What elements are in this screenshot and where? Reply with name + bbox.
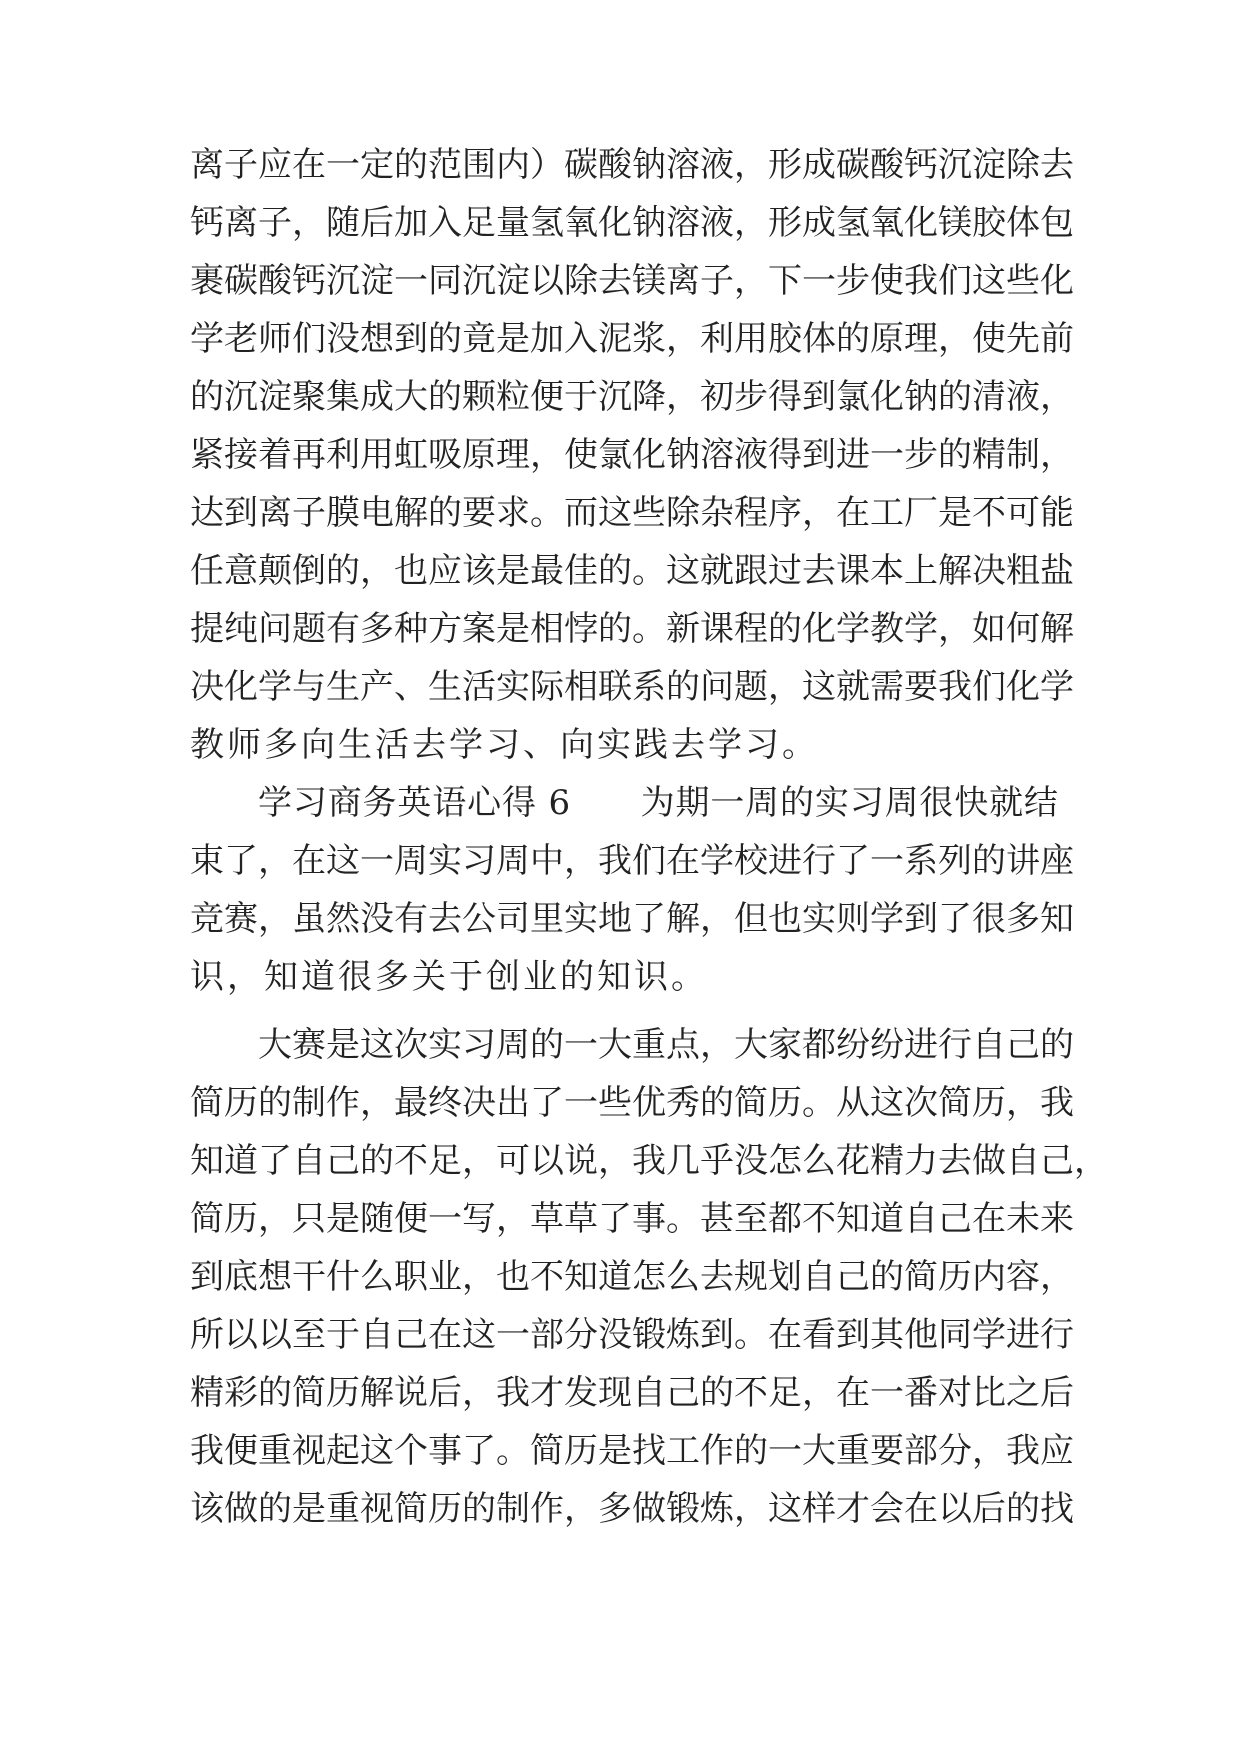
text-line: 的沉淀聚集成大的颗粒便于沉降，初步得到氯化钠的清液， <box>190 377 1074 417</box>
section-heading-line: 学习商务英语心得 6 为期一周的实习周很快就结 <box>258 783 1058 823</box>
text-line: 知道了自己的不足，可以说，我几乎没怎么花精力去做自己， <box>190 1141 1108 1181</box>
text-line: 达到离子膜电解的要求。而这些除杂程序，在工厂是不可能 <box>190 493 1074 533</box>
text-line: 学老师们没想到的竟是加入泥浆，利用胶体的原理，使先前 <box>190 319 1074 359</box>
text-line: 大赛是这次实习周的一大重点，大家都纷纷进行自己的 <box>258 1025 1074 1065</box>
text-line: 提纯问题有多种方案是相悖的。新课程的化学教学，如何解 <box>190 609 1074 649</box>
paragraph-3 <box>190 1016 1108 1538</box>
text-line: 到底想干什么职业，也不知道怎么去规划自己的简历内容， <box>190 1257 1074 1297</box>
text-line: 所以以至于自己在这一部分没锻炼到。在看到其他同学进行 <box>190 1315 1074 1355</box>
text-line: 裹碳酸钙沉淀一同沉淀以除去镁离子，下一步使我们这些化 <box>190 261 1074 301</box>
document-body <box>190 136 1108 1538</box>
text-line: 决化学与生产、生活实际相联系的问题，这就需要我们化学 <box>190 667 1074 707</box>
paragraph-2 <box>190 774 1074 1006</box>
paragraph-1 <box>190 136 1074 774</box>
text-line: 竞赛，虽然没有去公司里实地了解，但也实则学到了很多知 <box>190 899 1074 939</box>
text-line: 教师多向生活去学习、向实践去学习。 <box>190 725 819 765</box>
text-line: 束了，在这一周实习周中，我们在学校进行了一系列的讲座 <box>190 841 1074 881</box>
text-line: 紧接着再利用虹吸原理，使氯化钠溶液得到进一步的精制， <box>190 435 1074 475</box>
paragraph-gap <box>190 1006 1058 1016</box>
text-line: 该做的是重视简历的制作，多做锻炼，这样才会在以后的找 <box>190 1489 1074 1529</box>
text-line: 离子应在一定的范围内）碳酸钠溶液，形成碳酸钙沉淀除去 <box>190 145 1074 185</box>
text-line: 识，知道很多关于创业的知识。 <box>190 957 708 997</box>
text-line: 精彩的简历解说后，我才发现自己的不足，在一番对比之后 <box>190 1373 1074 1413</box>
text-line: 我便重视起这个事了。简历是找工作的一大重要部分，我应 <box>190 1431 1074 1471</box>
text-line: 简历的制作，最终决出了一些优秀的简历。从这次简历，我 <box>190 1083 1074 1123</box>
text-line: 简历，只是随便一写，草草了事。甚至都不知道自己在未来 <box>190 1199 1074 1239</box>
text-line: 钙离子，随后加入足量氢氧化钠溶液，形成氢氧化镁胶体包 <box>190 203 1074 243</box>
text-line: 任意颠倒的，也应该是最佳的。这就跟过去课本上解决粗盐 <box>190 551 1074 591</box>
